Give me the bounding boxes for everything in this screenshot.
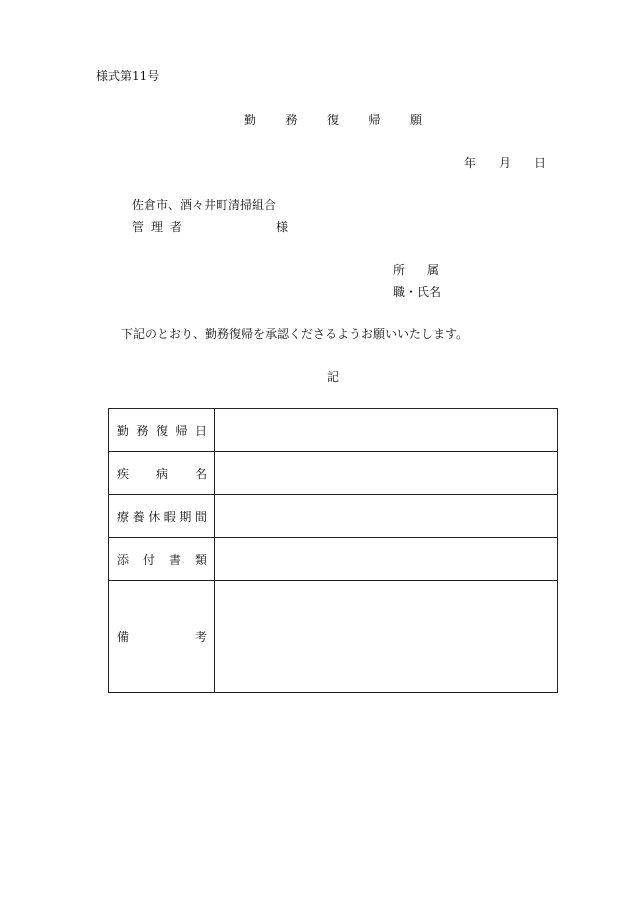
leave-period-field[interactable] — [215, 495, 558, 538]
addressee-role-line — [132, 221, 288, 233]
label-cell — [109, 538, 215, 581]
illness-name-field[interactable] — [215, 452, 558, 495]
title-char: 復 — [326, 113, 339, 127]
detail-table — [108, 408, 558, 693]
dept-char: 所 — [393, 263, 406, 277]
date-line — [464, 157, 546, 169]
dept-char: 属 — [426, 263, 439, 277]
row-label-attachments: 添 付 書 類 — [117, 552, 207, 567]
table-row-remarks — [109, 581, 558, 693]
request-statement: 下記のとおり、勤務復帰を承認くださるようお願いいたします。 — [121, 327, 469, 341]
table-row-attachments — [109, 538, 558, 581]
date-year-label: 年 — [464, 156, 477, 170]
label-cell — [109, 581, 215, 693]
title-char: 帰 — [368, 113, 381, 127]
attachments-field[interactable] — [215, 538, 558, 581]
table-row-illness-name — [109, 452, 558, 495]
applicant-name-label: 職・氏名 — [393, 285, 442, 299]
label-cell — [109, 495, 215, 538]
ki-heading: 記 — [327, 370, 340, 384]
row-label-remarks: 備 考 — [117, 630, 207, 644]
row-label-return-date: 勤 務 復 帰 日 — [117, 423, 207, 438]
role-char: 理 — [150, 220, 163, 234]
date-day-label: 日 — [533, 156, 546, 170]
row-label-leave-period: 療 養 休 暇 期 間 — [117, 509, 207, 524]
role-char: 者 — [169, 220, 182, 234]
addressee-honorific: 様 — [275, 220, 288, 234]
return-date-field[interactable] — [215, 409, 558, 452]
label-cell — [109, 409, 215, 452]
title-char: 願 — [409, 113, 422, 127]
title-char: 務 — [285, 113, 298, 127]
addressee-role — [132, 221, 182, 233]
title-char: 勤 — [244, 113, 257, 127]
date-month-label: 月 — [498, 156, 511, 170]
form-number: 様式第11号 — [96, 69, 160, 83]
table-row-leave-period — [109, 495, 558, 538]
table-row-return-date — [109, 409, 558, 452]
document-title — [244, 114, 422, 126]
addressee-organization: 佐倉市、酒々井町清掃組合 — [132, 198, 277, 212]
label-cell — [109, 452, 215, 495]
remarks-field[interactable] — [215, 581, 558, 693]
applicant-department-label — [393, 264, 439, 276]
row-label-illness-name: 疾 病 名 — [117, 466, 207, 481]
role-char: 管 — [132, 220, 145, 234]
